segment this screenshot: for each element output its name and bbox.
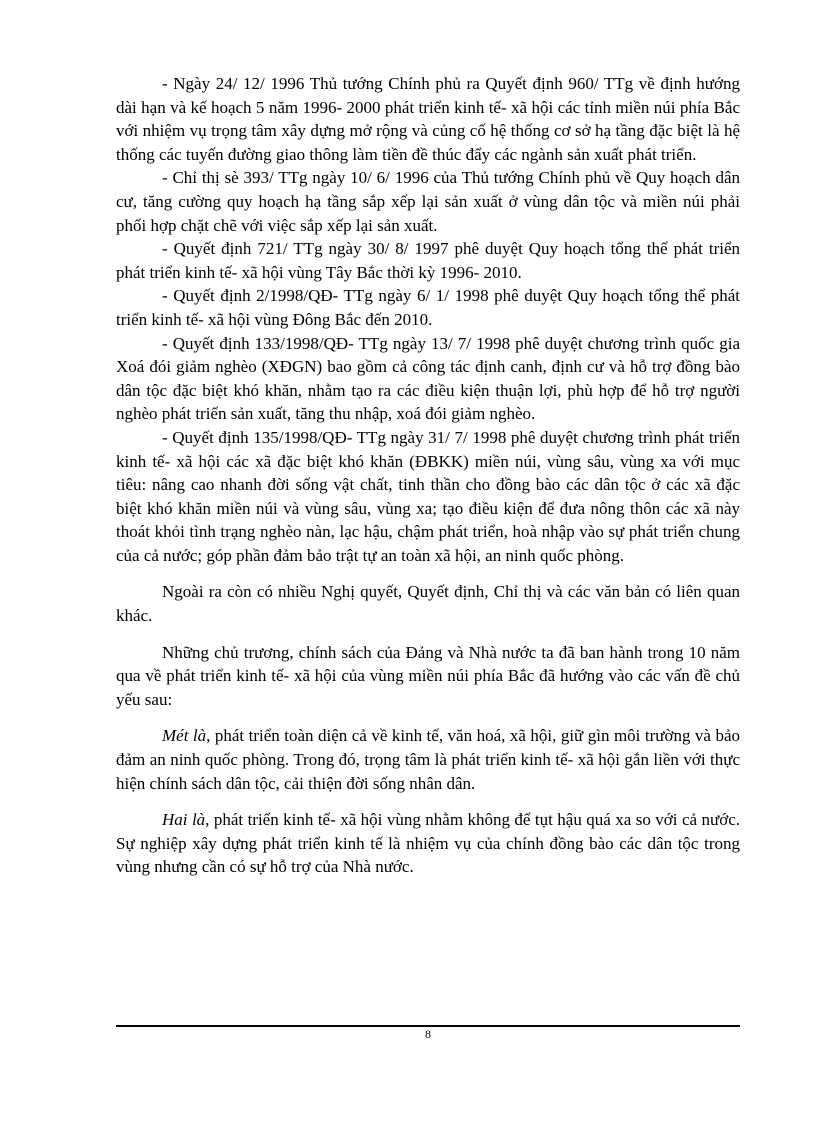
paragraph-policy-intro: Những chủ trương, chính sách của Đảng và Nhà nước ta đã ban hành trong 10 năm qua về phát triển kinh tế- xã hội của vùng miền núi phía Bắc đã hướng vào các vấn đề chủ yếu sau: <box>116 642 740 709</box>
paragraph-decision-2-1998: - Quyết định 2/1998/QĐ- TTg ngày 6/ 1/ 1998 phê duyệt Quy hoạch tổng thể phát triển kinh tế- xã hội vùng Đông Bắc đến 2010. <box>116 286 740 329</box>
point-two-text: , phát triển kinh tế- xã hội vùng nhằm không để tụt hậu quá xa so với cả nước. Sự nghiệp xây dựng phát triển kinh tế là nhiệm vụ của chính đồng bào các dân tộc trong vùng nhưng cần có sự hỗ trợ của Nhà nước. <box>116 810 740 877</box>
point-one-lead: Mét là <box>162 726 207 746</box>
point-two-lead: Hai là <box>162 810 206 830</box>
point-one-text: , phát triển toàn diện cả về kinh tế, văn hoá, xã hội, giữ gìn môi trường và bảo đảm an ninh quốc phòng. Trong đó, trọng tâm là phát triển kinh tế- xã hội gắn liền với thực hiện chính sách dân tộc, cải thiện đời sống nhân dân. <box>116 726 741 793</box>
paragraph-point-two <box>116 808 740 879</box>
paragraph-decision-960: - Ngày 24/ 12/ 1996 Thủ tướng Chính phủ ra Quyết định 960/ TTg về định hướng dài hạn và kế hoạch 5 năm 1996- 2000 phát triển kinh tế- xã hội các tỉnh miền núi phía Bắc với nhiệm vụ trọng tâm xây dựng mở rộng và củng cố hệ thống cơ sở hạ tầng đặc biệt là hệ thống các tuyến đường giao thông làm tiền đề thúc đẩy các ngành sản xuất phát triển. <box>116 74 740 164</box>
paragraph-decision-133-1998: - Quyết định 133/1998/QĐ- TTg ngày 13/ 7/ 1998 phê duyệt chương trình quốc gia Xoá đói giảm nghèo (XĐGN) bao gồm cả công tác định canh, định cư và hỗ trợ đồng bào dân tộc đặc biệt khó khăn, nhằm tạo ra các điều kiện thuận lợi, phù hợp để hỗ trợ người nghèo phát triển sản xuất, tăng thu nhập, xoá đói giảm nghèo. <box>116 333 740 424</box>
paragraph-other-documents: Ngoài ra còn có nhiều Nghị quyết, Quyết định, Chỉ thị và các văn bản có liên quan khác. <box>116 582 740 626</box>
page-number: 8 <box>425 1027 431 1041</box>
paragraph-decision-135-1998: - Quyết định 135/1998/QĐ- TTg ngày 31/ 7/ 1998 phê duyệt chương trình phát triển kinh tế- xã hội các xã đặc biệt khó khăn (ĐBKK) miền núi, vùng sâu, vùng xa với mục tiêu: nâng cao nhanh đời sống vật chất, tinh thần cho đồng bào các dân tộc ở các xã đặc biệt khó khăn miền núi và vùng sâu, vùng xa; tạo điều kiện để đưa nông thôn các xã này thoát khỏi tình trạng nghèo nàn, lạc hậu, chậm phát triển, hoà nhập vào sự phát triển chung của cả nước; góp phần đảm bảo trật tự an toàn xã hội, an ninh quốc phòng. <box>116 427 740 565</box>
paragraph-decision-721: - Quyết định 721/ TTg ngày 30/ 8/ 1997 phê duyệt Quy hoạch tổng thể phát triển phát triển kinh tế- xã hội vùng Tây Bắc thời kỳ 1996- 2010. <box>116 239 740 282</box>
paragraph-directive-393: - Chỉ thị sè 393/ TTg ngày 10/ 6/ 1996 của Thủ tướng Chính phủ về Quy hoạch dân cư, tăng cường quy hoạch hạ tầng sắp xếp lại sản xuất ở vùng dân tộc và miền núi phải phối hợp chặt chẽ với việc sắp xếp lại sản xuất. <box>116 168 740 235</box>
document-body <box>116 72 740 879</box>
paragraph-point-one <box>116 724 740 795</box>
